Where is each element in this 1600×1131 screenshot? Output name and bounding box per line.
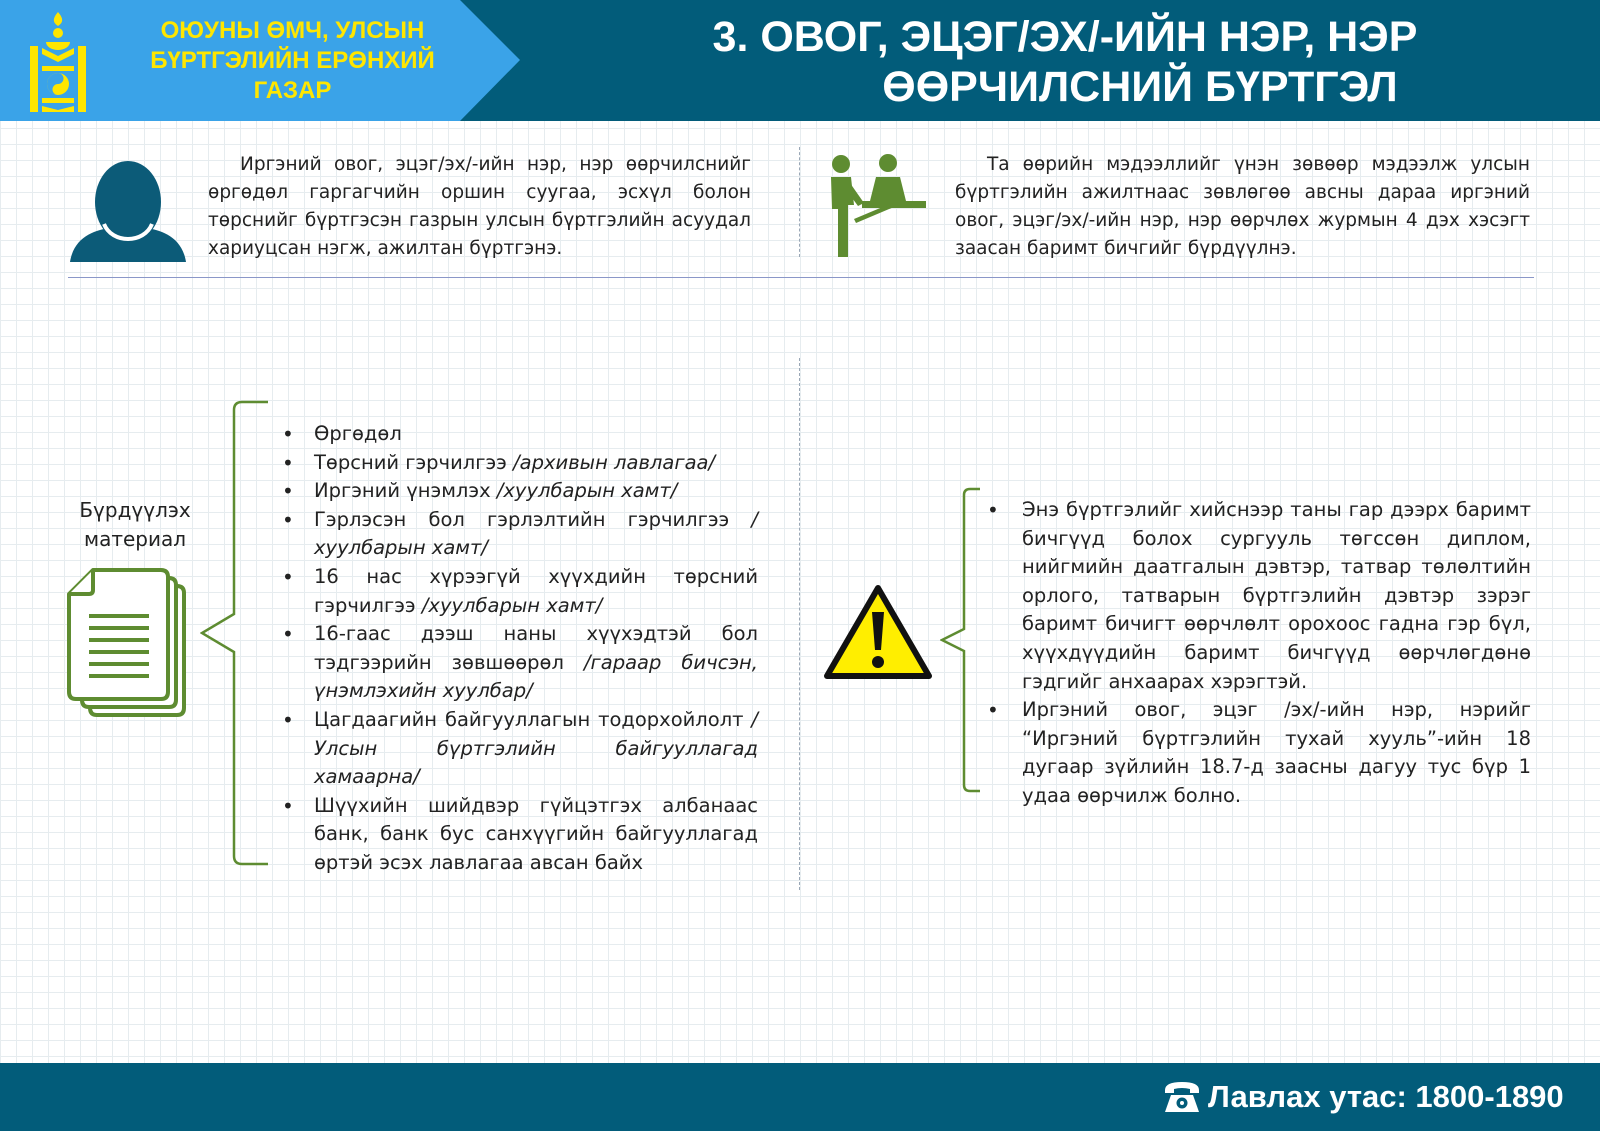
consultation-text: Та өөрийн мэдээллийг үнэн зөвөөр мэдээлж улсын бүртгэлийн ажилтнаас зөвлөгөө авсны дараа иргэний овог, эцэг/эх/-ийн нэр, нэр өөрчлөх журмын 4 дэх хэсэгт заасан баримт бичгийг бүрдүүлнэ. [955,154,1530,259]
list-item [282,477,758,506]
vertical-divider [799,358,800,890]
notes-list [987,496,1531,811]
list-item [282,420,758,449]
list-item [282,792,758,878]
list-item [282,620,758,706]
list-item: • Иргэний овог, эцэг /эх/-ийн нэр, нэрийг “Иргэний бүртгэлийн тухай хууль”-ийн 18 дугаар зүйлийн 18.7-д заасны дагуу тус бүр 1 удаа өөрчилж болно. [987,696,1531,810]
soyombo-emblem-icon [28,10,88,114]
org-name [120,16,465,106]
list-item [282,563,758,620]
warning-icon [823,584,933,682]
org-name-line: БҮРТГЭЛИЙН ЕРӨНХИЙ [150,47,435,74]
materials-list [282,420,758,878]
person-silhouette-icon [68,158,188,262]
left-brace [200,400,270,866]
list-item-text: 16-гаас дээш наны хүүхэдтэй бол тэдгээрийн зөвшөөрөл [314,622,758,674]
list-item [282,449,758,478]
list-item-note: /хуулбарын хамт/ [496,479,678,503]
phone-icon [1163,1078,1201,1114]
list-item: • Энэ бүртгэлийг хийснээр таны гар дээрх баримт бичгүүд болох сургууль төгссөн диплом, нийгмийн даатгалын дэвтэр, татвар төлөлтийн орлого, татварын бүртгэлийн дэвтэр зэрэг баримт бичигт өөрчлөлт орохоос гадна гэр бүл, хүүхдүүдийн баримт бичгүүд өөрчлөгдөнө гэдгийг анхаарах хэрэгтэй. [987,496,1531,696]
list-item-text: Иргэний үнэмлэх [314,479,497,503]
documents-icon [67,568,191,718]
list-item-text: Цагдаагийн байгууллагын тодорхойлолт [314,707,752,731]
list-item-text: Төрсний гэрчилгээ [314,450,514,474]
list-item-text: Гэрлэсэн бол гэрлэлтийн гэрчилгээ [314,507,752,531]
materials-label-line: Бүрдүүлэх [79,498,191,522]
registration-responsibility-text: Иргэний овог, эцэг/эх/-ийн нэр, нэр өөрчилснийг өргөдөл гаргагчийн оршин суугаа, эсхүл болон төрснийг бүртгэсэн газрын улсын бүртгэлийн асуудал хариуцсан нэгж, ажилтан бүртгэнэ. [208,154,751,259]
registration-staff-icon [822,153,928,258]
org-name-line: ОЮУНЫ ӨМЧ, УЛСЫН [160,17,425,44]
title-line: ӨӨРЧИЛСНИЙ БҮРТГЭЛ [882,63,1398,111]
materials-label-line: материал [83,527,187,551]
vertical-divider [799,147,800,257]
list-item-text: Өргөдөл [314,422,402,445]
materials-label [60,496,210,554]
list-item [282,706,758,792]
list-item-note: /хуулбарын хамт/ [314,507,758,560]
hotline-number[interactable]: Лавлах утас: 1800-1890 [1208,1079,1564,1114]
list-item-text: 16 нас хүрээгүй хүүхдийн төрсний гэрчилгээ [314,564,758,617]
list-item-note: /архивын лавлагаа/ [513,450,716,474]
list-item-note: /хуулбарын хамт/ [421,593,603,617]
org-name-line: ГАЗАР [253,77,332,104]
page-title [560,12,1570,112]
list-item-text: Шүүхийн шийдвэр гүйцэтгэх албанаас банк, банк бус санхүүгийн байгууллагад өртэй эсэх лавлагаа авсан байх [314,793,758,874]
right-brace [940,487,990,793]
horizontal-divider [68,277,1534,278]
list-item [282,506,758,563]
list-item-note: /Улсын бүртгэлийн байгууллагад хамаарна/ [314,707,758,789]
list-item-note: /гараар бичсэн, үнэмлэхийн хуулбар/ [314,650,758,703]
title-line: 3. ОВОГ, ЭЦЭГ/ЭХ/-ИЙН НЭР, НЭР [712,13,1418,61]
